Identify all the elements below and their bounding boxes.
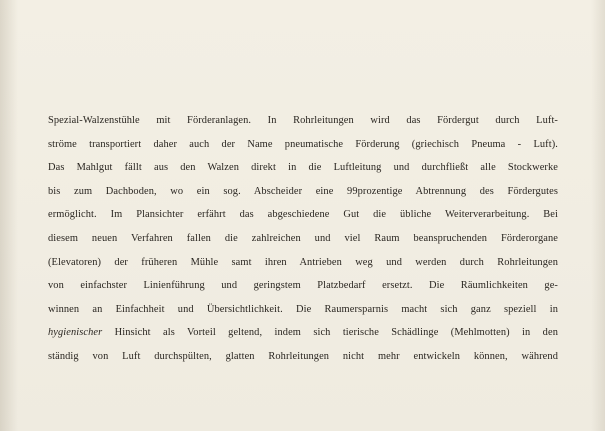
- text-line-10: [48, 321, 558, 345]
- text-line-10-rest: Hinsicht als Vorteil geltend, indem sich tierische Schädlinge (Mehlmotten) in den: [114, 327, 558, 339]
- text-line-6: diesem neuen Verfahren fallen die zahlreichen und viel Raum beanspruchenden Förderorgane: [48, 232, 558, 244]
- body-text: [48, 109, 558, 369]
- text-line-1: Spezial-Walzenstühle mit Förderanlagen. In Rohrleitungen wird das Fördergut durch Luft-: [48, 115, 558, 126]
- italic-word: hygienischer: [48, 327, 103, 339]
- text-line-11: ständig von Luft durchspülten, glatten Rohrleitungen nicht mehr entwickeln können, während: [48, 350, 558, 362]
- text-line-4: bis zum Dachboden, wo ein sog. Abscheider eine 99prozentige Abtrennung des Fördergutes: [48, 185, 558, 197]
- text-line-5: ermöglicht. Im Plansichter erfährt das abgeschiedene Gut die übliche Weiterverarbeitung. Bei: [48, 209, 558, 221]
- text-line-9: winnen an Einfachheit und Übersichtlichkeit. Die Raumersparnis macht sich ganz speziell in: [48, 303, 558, 315]
- text-line-2: ströme transportiert daher auch der Name pneumatische Förderung (griechisch Pneuma - Luft).: [48, 138, 558, 150]
- text-line-8: von einfachster Linienführung und geringstem Platzbedarf ersetzt. Die Räumlichkeiten ge-: [48, 280, 558, 292]
- text-line-3: Das Mahlgut fällt aus den Walzen direkt in die Luftleitung und durchfließt alle Stockwerke: [48, 162, 558, 174]
- text-line-7: (Elevatoren) der früheren Mühle samt ihren Antrieben weg und werden durch Rohrleitungen: [48, 256, 558, 268]
